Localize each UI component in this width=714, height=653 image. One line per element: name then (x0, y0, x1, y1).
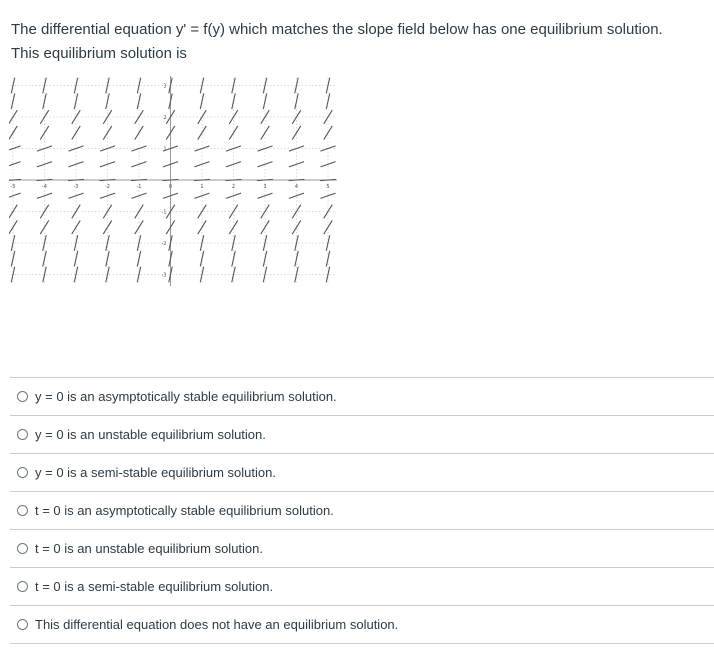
slope-field-plot (9, 76, 337, 286)
radio-button[interactable] (17, 543, 28, 554)
y-tick-label: 3 (163, 83, 167, 90)
radio-button[interactable] (17, 581, 28, 592)
answer-label: t = 0 is an unstable equilibrium solution. (35, 541, 263, 556)
answer-option-7[interactable] (10, 606, 714, 644)
answer-label: y = 0 is a semi-stable equilibrium solution. (35, 465, 276, 480)
y-tick-label: -2 (161, 241, 167, 247)
x-tick-label: 2 (231, 184, 236, 190)
slope-field-image (9, 76, 337, 286)
y-tick-label: -3 (161, 272, 167, 279)
slope-segment (9, 162, 21, 167)
answer-option-2[interactable] (10, 416, 714, 454)
slope-segment (9, 205, 17, 219)
answer-list (10, 377, 714, 644)
radio-button[interactable] (17, 467, 28, 478)
answer-option-3[interactable] (10, 454, 714, 492)
x-tick-label: 0 (168, 184, 173, 190)
answer-option-6[interactable] (10, 568, 714, 606)
slope-segment (9, 110, 17, 124)
x-tick-label: -2 (105, 184, 110, 190)
question-line-2: This equilibrium solution is (11, 45, 187, 62)
x-tick-label: -1 (136, 184, 142, 190)
x-tick-label: -4 (42, 184, 47, 190)
x-tick-label: 3 (263, 184, 267, 190)
answer-label: y = 0 is an unstable equilibrium solution. (35, 427, 266, 442)
radio-button[interactable] (17, 429, 28, 440)
answer-option-5[interactable] (10, 530, 714, 568)
answer-label: This differential equation does not have an equilibrium solution. (35, 617, 399, 632)
radio-button[interactable] (17, 391, 28, 402)
answer-label: t = 0 is an asymptotically stable equilibrium solution. (35, 503, 334, 518)
question-text (11, 18, 707, 66)
answer-label: y = 0 is an asymptotically stable equilibrium solution. (35, 389, 337, 404)
x-tick-label: 4 (294, 184, 299, 190)
answer-option-4[interactable] (10, 492, 714, 530)
y-tick-label: -1 (161, 209, 167, 216)
x-tick-label: 5 (326, 184, 330, 190)
question-line-1: The differential equation y' = f(y) which matches the slope field below has one equilibrium solution. (11, 21, 663, 38)
radio-button[interactable] (17, 505, 28, 516)
x-tick-label: 1 (200, 184, 204, 190)
answer-option-1[interactable] (10, 378, 714, 416)
x-tick-label: -3 (73, 184, 79, 190)
slope-segment (9, 193, 21, 198)
answer-label: t = 0 is a semi-stable equilibrium solution. (35, 579, 274, 594)
y-tick-label: 2 (163, 115, 167, 121)
radio-button[interactable] (17, 619, 28, 630)
x-tick-label: -5 (10, 184, 16, 190)
y-tick-label: 1 (163, 146, 167, 153)
